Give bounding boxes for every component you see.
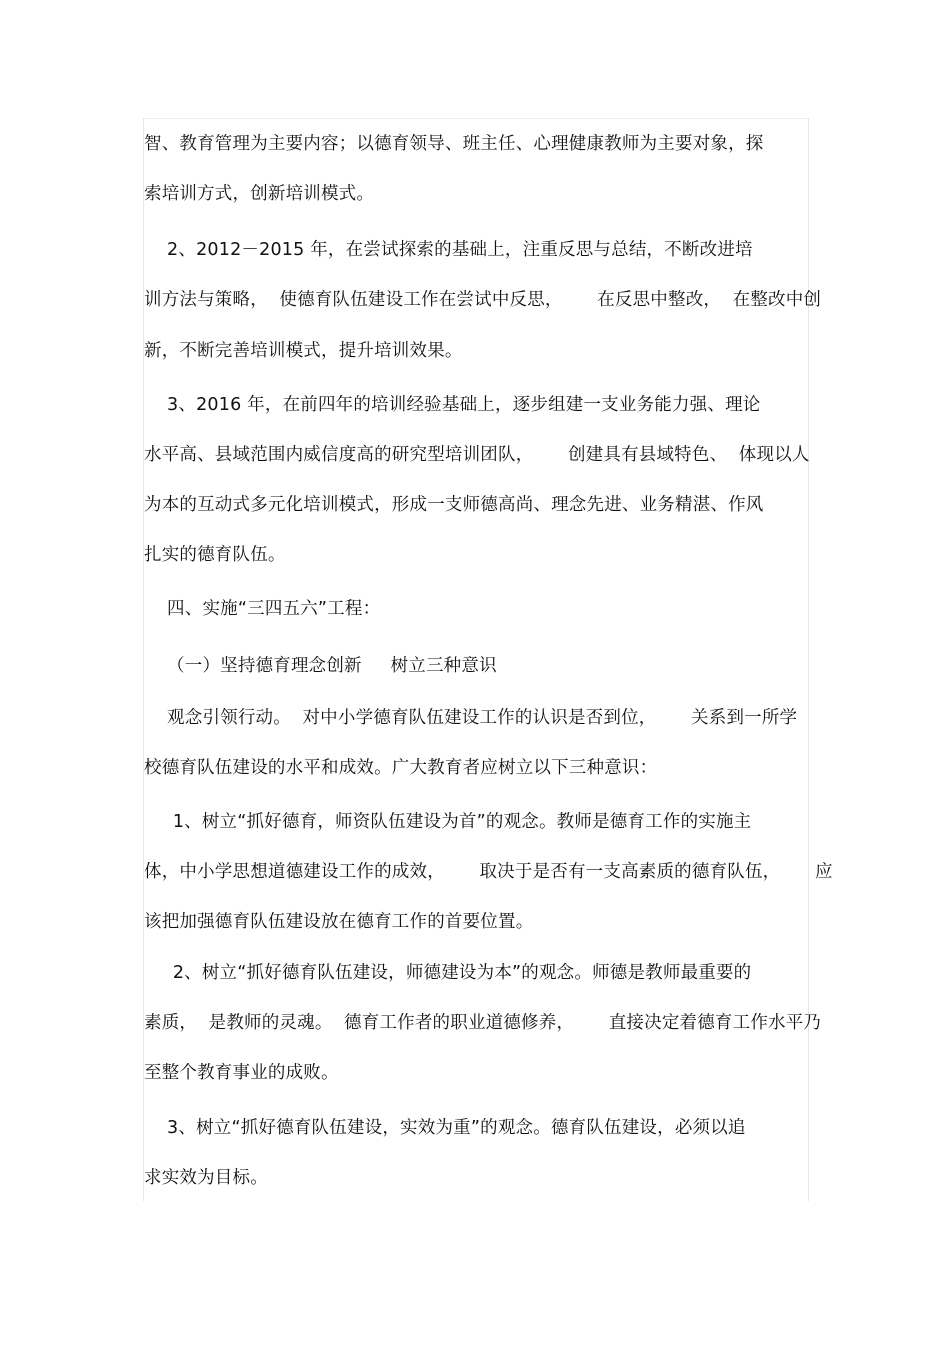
text-line: 素质， 是教师的灵魂。 德育工作者的职业道德修养， 直接决定着德育工作水平乃 xyxy=(144,1013,822,1033)
text-line: 该把加强德育队伍建设放在德育工作的首要位置。 xyxy=(144,912,534,932)
text-line: 训方法与策略， 使德育队伍建设工作在尝试中反思， 在反思中整改， 在整改中创 xyxy=(144,290,822,310)
text-line: 3、2016 年，在前四年的培训经验基础上，逐步组建一支业务能力强、理论 xyxy=(144,395,761,415)
section-heading: 四、实施“三四五六”工程： xyxy=(144,599,381,619)
text-line: 索培训方式，创新培训模式。 xyxy=(144,184,375,204)
text-line: 至整个教育事业的成败。 xyxy=(144,1063,339,1083)
text-line: 2、树立“抓好德育队伍建设，师德建设为本”的观念。师德是教师最重要的 xyxy=(144,963,752,983)
text-line: 体，中小学思想道德建设工作的成效， 取决于是否有一支高素质的德育队伍， 应 xyxy=(144,862,833,882)
text-line: 观念引领行动。 对中小学德育队伍建设工作的认识是否到位， 关系到一所学 xyxy=(144,708,798,728)
text-line: 智、教育管理为主要内容；以德育领导、班主任、心理健康教师为主要对象，探 xyxy=(144,134,764,154)
text-line: 为本的互动式多元化培训模式，形成一支师德高尚、理念先进、业务精湛、作风 xyxy=(144,495,764,515)
text-line: 校德育队伍建设的水平和成效。广大教育者应树立以下三种意识： xyxy=(144,758,658,778)
text-line: 扎实的德育队伍。 xyxy=(144,545,286,565)
text-line: 求实效为目标。 xyxy=(144,1168,268,1188)
text-line: 新，不断完善培训模式，提升培训效果。 xyxy=(144,341,463,361)
text-line: 水平高、县域范围内威信度高的研究型培训团队， 创建具有县域特色、 体现以人 xyxy=(144,445,810,465)
subsection-heading: （一）坚持德育理念创新 树立三种意识 xyxy=(144,656,497,676)
text-line: 3、树立“抓好德育队伍建设，实效为重”的观念。德育队伍建设，必须以追 xyxy=(144,1118,746,1138)
text-line: 2、2012－2015 年，在尝试探索的基础上，注重反思与总结，不断改进培 xyxy=(144,240,753,260)
text-line: 1、树立“抓好德育，师资队伍建设为首”的观念。教师是德育工作的实施主 xyxy=(144,812,752,832)
